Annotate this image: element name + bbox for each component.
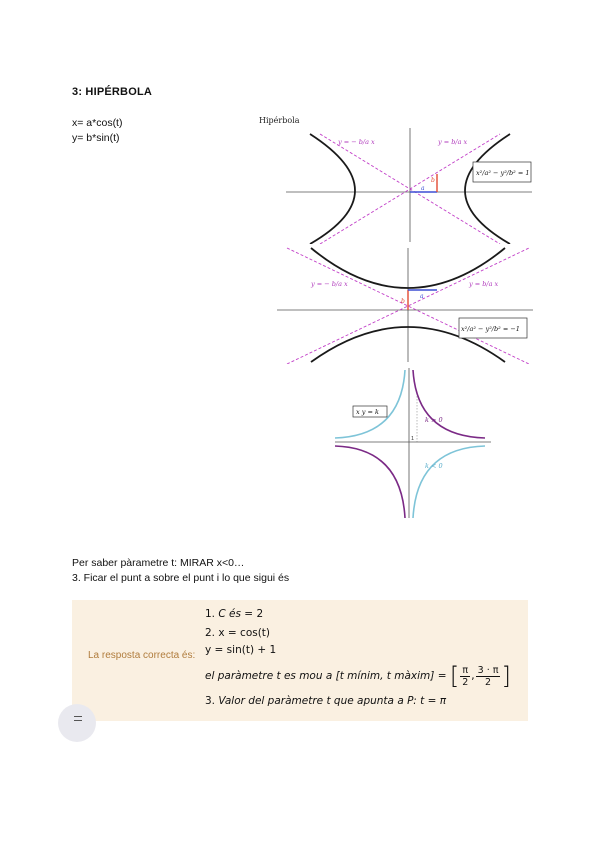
tick-one: 1 — [411, 436, 415, 442]
label-k-negative: k < 0 — [425, 462, 443, 470]
section-title: 3: HIPÉRBOLA — [72, 86, 153, 98]
hyperbola-figure-2 — [275, 246, 537, 364]
answer-label: La resposta correcta és: — [88, 650, 196, 661]
equation-box: x²/a² − y²/b² = 1 — [476, 169, 530, 177]
asym-label-left: y = − b/a x — [311, 280, 348, 288]
hyperbola-figure-3 — [333, 366, 493, 520]
curve-k-positive-q1 — [413, 370, 485, 438]
equation-box: x²/a² − y²/b² = −1 — [461, 325, 520, 333]
hyperbola-figure-1 — [280, 124, 538, 244]
figure-title: Hipérbola — [259, 116, 300, 125]
equation-x: x= a*cos(t) — [72, 117, 123, 129]
menu-icon[interactable] — [74, 716, 82, 721]
hyperbola-left-branch — [310, 134, 355, 244]
fraction-max: $\frac{3 \cdot \pi}{2}$ — [477, 664, 499, 688]
answer-line-2: 2. x = cos(t) — [205, 627, 271, 639]
answer-line-5: 3. Valor del paràmetre t que apunta a P: t = π — [205, 695, 447, 707]
equation-box: x y = k — [356, 408, 379, 416]
asym-label-right: y = b/a x — [438, 138, 468, 146]
answer-line-1: 1. C és = 2 — [205, 608, 264, 620]
label-b: b — [431, 177, 435, 184]
asym-label-right: y = b/a x — [469, 280, 499, 288]
label-a: a — [420, 293, 424, 300]
answer-line-3: y = sin(t) + 1 — [205, 644, 277, 656]
label-a: a — [421, 185, 425, 192]
label-b: b — [401, 298, 405, 305]
note-parameter: Per saber pàrametre t: MIRAR x<0… — [72, 557, 245, 569]
equation-y: y= b*sin(t) — [72, 132, 120, 144]
answer-feedback-box — [72, 600, 528, 721]
fraction-min: $\frac{\pi}{2}$ — [462, 664, 469, 688]
note-point: 3. Ficar el punt a sobre el punt i lo que sigui és — [72, 572, 290, 584]
asym-label-left: y = − b/a x — [338, 138, 375, 146]
curve-k-positive-q3 — [335, 446, 405, 518]
curve-k-negative-q4 — [413, 446, 485, 518]
answer-line-4: el paràmetre t es mou a [t mínim, t màxim] = [ $\frac{\pi}{2}$ , $\frac{3 \cdot \pi}{2}$ ] — [205, 662, 511, 690]
label-k-positive: k > 0 — [425, 416, 443, 424]
hyperbola-right-branch — [465, 134, 510, 244]
curve-k-negative-q2 — [335, 370, 405, 438]
corner-badge — [58, 704, 96, 742]
